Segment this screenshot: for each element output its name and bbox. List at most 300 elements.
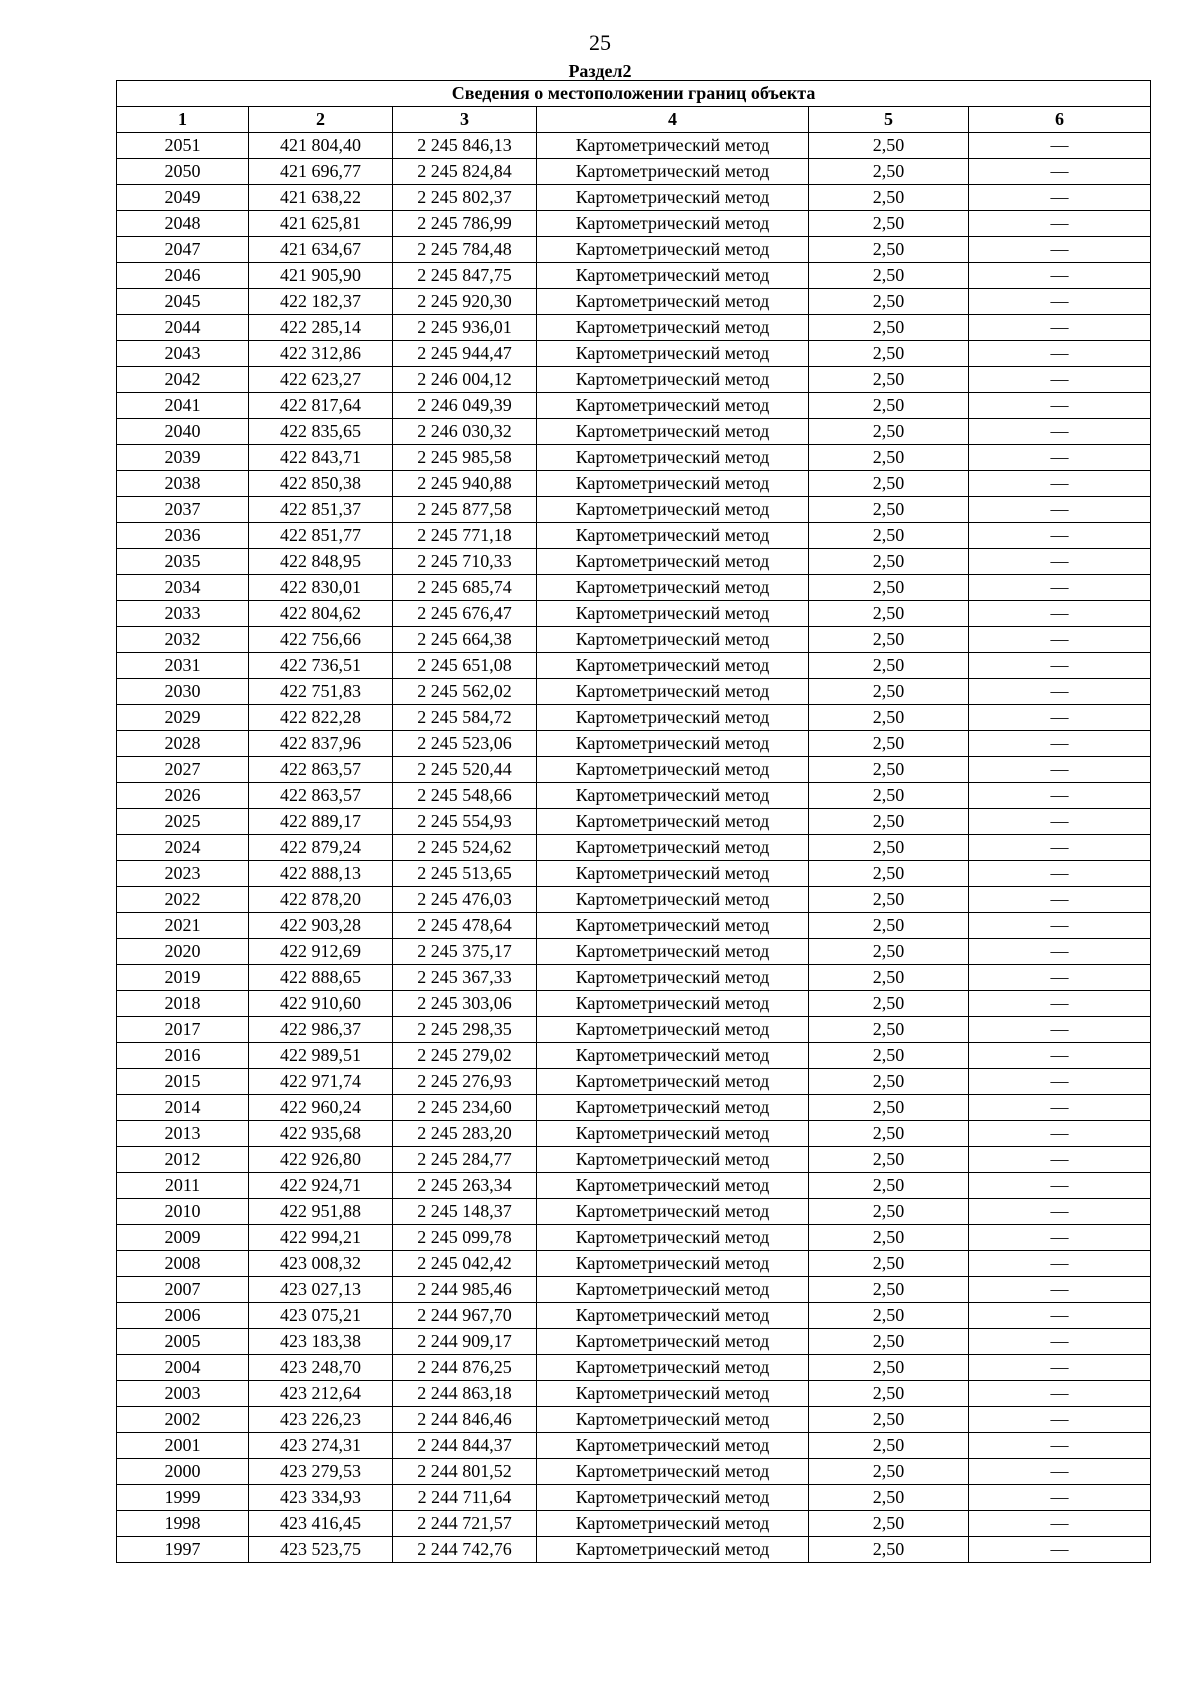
description-cell: — (969, 1329, 1151, 1355)
point-number-cell: 2035 (117, 549, 249, 575)
point-number-cell: 2033 (117, 601, 249, 627)
method-cell: Картометрический метод (537, 419, 809, 445)
description-cell: — (969, 939, 1151, 965)
y-coordinate-cell: 2 245 367,33 (393, 965, 537, 991)
method-cell: Картометрический метод (537, 315, 809, 341)
accuracy-cell: 2,50 (809, 393, 969, 419)
table-row (117, 1251, 1151, 1277)
method-cell: Картометрический метод (537, 1173, 809, 1199)
description-cell: — (969, 341, 1151, 367)
description-cell: — (969, 1225, 1151, 1251)
table-row (117, 1095, 1151, 1121)
description-cell: — (969, 757, 1151, 783)
table-row (117, 809, 1151, 835)
point-number-cell: 2049 (117, 185, 249, 211)
x-coordinate-cell: 422 986,37 (249, 1017, 393, 1043)
x-coordinate-cell: 421 638,22 (249, 185, 393, 211)
table-row (117, 445, 1151, 471)
accuracy-cell: 2,50 (809, 705, 969, 731)
table-row (117, 471, 1151, 497)
point-number-cell: 2031 (117, 653, 249, 679)
description-cell: — (969, 263, 1151, 289)
method-cell: Картометрический метод (537, 861, 809, 887)
accuracy-cell: 2,50 (809, 679, 969, 705)
y-coordinate-cell: 2 244 967,70 (393, 1303, 537, 1329)
column-header: 3 (393, 107, 537, 133)
accuracy-cell: 2,50 (809, 289, 969, 315)
description-cell: — (969, 549, 1151, 575)
y-coordinate-cell: 2 245 562,02 (393, 679, 537, 705)
point-number-cell: 2029 (117, 705, 249, 731)
x-coordinate-cell: 422 835,65 (249, 419, 393, 445)
x-coordinate-cell: 422 736,51 (249, 653, 393, 679)
table-row (117, 731, 1151, 757)
x-coordinate-cell: 422 924,71 (249, 1173, 393, 1199)
accuracy-cell: 2,50 (809, 861, 969, 887)
point-number-cell: 1999 (117, 1485, 249, 1511)
x-coordinate-cell: 423 008,32 (249, 1251, 393, 1277)
x-coordinate-cell: 421 696,77 (249, 159, 393, 185)
description-cell: — (969, 1017, 1151, 1043)
x-coordinate-cell: 422 903,28 (249, 913, 393, 939)
x-coordinate-cell: 422 878,20 (249, 887, 393, 913)
method-cell: Картометрический метод (537, 705, 809, 731)
description-cell: — (969, 1121, 1151, 1147)
table-row (117, 783, 1151, 809)
point-number-cell: 2039 (117, 445, 249, 471)
description-cell: — (969, 237, 1151, 263)
point-number-cell: 2003 (117, 1381, 249, 1407)
accuracy-cell: 2,50 (809, 835, 969, 861)
x-coordinate-cell: 422 910,60 (249, 991, 393, 1017)
x-coordinate-cell: 423 226,23 (249, 1407, 393, 1433)
y-coordinate-cell: 2 245 478,64 (393, 913, 537, 939)
method-cell: Картометрический метод (537, 731, 809, 757)
point-number-cell: 2002 (117, 1407, 249, 1433)
column-header: 5 (809, 107, 969, 133)
description-cell: — (969, 965, 1151, 991)
x-coordinate-cell: 422 830,01 (249, 575, 393, 601)
accuracy-cell: 2,50 (809, 757, 969, 783)
table-caption-row (117, 81, 1151, 107)
method-cell: Картометрический метод (537, 1225, 809, 1251)
x-coordinate-cell: 422 960,24 (249, 1095, 393, 1121)
section-title: Раздел2 (568, 61, 632, 81)
y-coordinate-cell: 2 246 030,32 (393, 419, 537, 445)
table-row (117, 289, 1151, 315)
accuracy-cell: 2,50 (809, 1069, 969, 1095)
y-coordinate-cell: 2 244 721,57 (393, 1511, 537, 1537)
table-row (117, 1173, 1151, 1199)
table-row (117, 367, 1151, 393)
x-coordinate-cell: 422 912,69 (249, 939, 393, 965)
description-cell: — (969, 601, 1151, 627)
table-row (117, 1407, 1151, 1433)
description-cell: — (969, 471, 1151, 497)
point-number-cell: 2019 (117, 965, 249, 991)
method-cell: Картометрический метод (537, 1147, 809, 1173)
y-coordinate-cell: 2 244 801,52 (393, 1459, 537, 1485)
method-cell: Картометрический метод (537, 575, 809, 601)
point-number-cell: 2011 (117, 1173, 249, 1199)
point-number-cell: 2012 (117, 1147, 249, 1173)
description-cell: — (969, 1069, 1151, 1095)
table-row (117, 159, 1151, 185)
table-row (117, 1225, 1151, 1251)
table-row (117, 991, 1151, 1017)
accuracy-cell: 2,50 (809, 1329, 969, 1355)
table-row (117, 835, 1151, 861)
x-coordinate-cell: 422 851,37 (249, 497, 393, 523)
x-coordinate-cell: 422 843,71 (249, 445, 393, 471)
method-cell: Картометрический метод (537, 1485, 809, 1511)
table-row (117, 913, 1151, 939)
y-coordinate-cell: 2 245 524,62 (393, 835, 537, 861)
x-coordinate-cell: 422 822,28 (249, 705, 393, 731)
x-coordinate-cell: 422 756,66 (249, 627, 393, 653)
accuracy-cell: 2,50 (809, 1277, 969, 1303)
accuracy-cell: 2,50 (809, 991, 969, 1017)
point-number-cell: 2046 (117, 263, 249, 289)
method-cell: Картометрический метод (537, 835, 809, 861)
table-row (117, 1199, 1151, 1225)
description-cell: — (969, 445, 1151, 471)
method-cell: Картометрический метод (537, 263, 809, 289)
description-cell: — (969, 1511, 1151, 1537)
y-coordinate-cell: 2 245 846,13 (393, 133, 537, 159)
accuracy-cell: 2,50 (809, 887, 969, 913)
x-coordinate-cell: 422 863,57 (249, 783, 393, 809)
accuracy-cell: 2,50 (809, 627, 969, 653)
point-number-cell: 2013 (117, 1121, 249, 1147)
point-number-cell: 2051 (117, 133, 249, 159)
table-row (117, 1433, 1151, 1459)
x-coordinate-cell: 422 850,38 (249, 471, 393, 497)
point-number-cell: 2045 (117, 289, 249, 315)
table-row (117, 601, 1151, 627)
y-coordinate-cell: 2 245 234,60 (393, 1095, 537, 1121)
point-number-cell: 2014 (117, 1095, 249, 1121)
description-cell: — (969, 497, 1151, 523)
point-number-cell: 2030 (117, 679, 249, 705)
method-cell: Картометрический метод (537, 1095, 809, 1121)
y-coordinate-cell: 2 245 520,44 (393, 757, 537, 783)
method-cell: Картометрический метод (537, 523, 809, 549)
x-coordinate-cell: 423 279,53 (249, 1459, 393, 1485)
method-cell: Картометрический метод (537, 887, 809, 913)
point-number-cell: 2015 (117, 1069, 249, 1095)
table-row (117, 653, 1151, 679)
table-row (117, 887, 1151, 913)
x-coordinate-cell: 422 623,27 (249, 367, 393, 393)
point-number-cell: 2016 (117, 1043, 249, 1069)
column-header: 1 (117, 107, 249, 133)
method-cell: Картометрический метод (537, 627, 809, 653)
y-coordinate-cell: 2 245 940,88 (393, 471, 537, 497)
x-coordinate-cell: 421 905,90 (249, 263, 393, 289)
x-coordinate-cell: 422 851,77 (249, 523, 393, 549)
description-cell: — (969, 1277, 1151, 1303)
description-cell: — (969, 887, 1151, 913)
accuracy-cell: 2,50 (809, 1147, 969, 1173)
y-coordinate-cell: 2 245 548,66 (393, 783, 537, 809)
table-row (117, 315, 1151, 341)
description-cell: — (969, 627, 1151, 653)
description-cell: — (969, 419, 1151, 445)
point-number-cell: 2000 (117, 1459, 249, 1485)
table-row (117, 1043, 1151, 1069)
description-cell: — (969, 575, 1151, 601)
method-cell: Картометрический метод (537, 185, 809, 211)
point-number-cell: 2034 (117, 575, 249, 601)
y-coordinate-cell: 2 244 909,17 (393, 1329, 537, 1355)
accuracy-cell: 2,50 (809, 185, 969, 211)
accuracy-cell: 2,50 (809, 549, 969, 575)
x-coordinate-cell: 421 625,81 (249, 211, 393, 237)
table-row (117, 497, 1151, 523)
description-cell: — (969, 185, 1151, 211)
description-cell: — (969, 653, 1151, 679)
accuracy-cell: 2,50 (809, 1303, 969, 1329)
method-cell: Картометрический метод (537, 1199, 809, 1225)
point-number-cell: 2021 (117, 913, 249, 939)
point-number-cell: 2010 (117, 1199, 249, 1225)
y-coordinate-cell: 2 245 554,93 (393, 809, 537, 835)
accuracy-cell: 2,50 (809, 1225, 969, 1251)
point-number-cell: 2020 (117, 939, 249, 965)
y-coordinate-cell: 2 245 802,37 (393, 185, 537, 211)
point-number-cell: 2036 (117, 523, 249, 549)
accuracy-cell: 2,50 (809, 913, 969, 939)
point-number-cell: 2023 (117, 861, 249, 887)
y-coordinate-cell: 2 245 920,30 (393, 289, 537, 315)
y-coordinate-cell: 2 245 099,78 (393, 1225, 537, 1251)
y-coordinate-cell: 2 245 664,38 (393, 627, 537, 653)
accuracy-cell: 2,50 (809, 809, 969, 835)
method-cell: Картометрический метод (537, 1511, 809, 1537)
point-number-cell: 2044 (117, 315, 249, 341)
table-row (117, 1355, 1151, 1381)
method-cell: Картометрический метод (537, 1537, 809, 1563)
y-coordinate-cell: 2 245 877,58 (393, 497, 537, 523)
method-cell: Картометрический метод (537, 757, 809, 783)
accuracy-cell: 2,50 (809, 1251, 969, 1277)
point-number-cell: 1997 (117, 1537, 249, 1563)
accuracy-cell: 2,50 (809, 1407, 969, 1433)
method-cell: Картометрический метод (537, 1433, 809, 1459)
accuracy-cell: 2,50 (809, 653, 969, 679)
description-cell: — (969, 809, 1151, 835)
accuracy-cell: 2,50 (809, 1537, 969, 1563)
method-cell: Картометрический метод (537, 341, 809, 367)
table-row (117, 1459, 1151, 1485)
description-cell: — (969, 315, 1151, 341)
x-coordinate-cell: 423 027,13 (249, 1277, 393, 1303)
y-coordinate-cell: 2 245 298,35 (393, 1017, 537, 1043)
accuracy-cell: 2,50 (809, 1355, 969, 1381)
method-cell: Картометрический метод (537, 367, 809, 393)
description-cell: — (969, 1407, 1151, 1433)
accuracy-cell: 2,50 (809, 445, 969, 471)
method-cell: Картометрический метод (537, 1017, 809, 1043)
description-cell: — (969, 393, 1151, 419)
x-coordinate-cell: 423 274,31 (249, 1433, 393, 1459)
x-coordinate-cell: 423 248,70 (249, 1355, 393, 1381)
x-coordinate-cell: 422 926,80 (249, 1147, 393, 1173)
y-coordinate-cell: 2 245 676,47 (393, 601, 537, 627)
page-number: 25 (589, 30, 611, 55)
accuracy-cell: 2,50 (809, 1485, 969, 1511)
table-row (117, 523, 1151, 549)
point-number-cell: 2047 (117, 237, 249, 263)
point-number-cell: 2050 (117, 159, 249, 185)
x-coordinate-cell: 423 523,75 (249, 1537, 393, 1563)
method-cell: Картометрический метод (537, 1043, 809, 1069)
y-coordinate-cell: 2 245 513,65 (393, 861, 537, 887)
method-cell: Картометрический метод (537, 497, 809, 523)
description-cell: — (969, 211, 1151, 237)
point-number-cell: 2025 (117, 809, 249, 835)
table-row (117, 939, 1151, 965)
accuracy-cell: 2,50 (809, 133, 969, 159)
y-coordinate-cell: 2 244 846,46 (393, 1407, 537, 1433)
table-body (117, 133, 1151, 1563)
point-number-cell: 2048 (117, 211, 249, 237)
accuracy-cell: 2,50 (809, 237, 969, 263)
accuracy-cell: 2,50 (809, 1459, 969, 1485)
x-coordinate-cell: 423 183,38 (249, 1329, 393, 1355)
y-coordinate-cell: 2 245 276,93 (393, 1069, 537, 1095)
accuracy-cell: 2,50 (809, 471, 969, 497)
y-coordinate-cell: 2 245 263,34 (393, 1173, 537, 1199)
table-row (117, 133, 1151, 159)
point-number-cell: 2043 (117, 341, 249, 367)
table-row (117, 1277, 1151, 1303)
table-row (117, 211, 1151, 237)
y-coordinate-cell: 2 245 710,33 (393, 549, 537, 575)
table-row (117, 1537, 1151, 1563)
point-number-cell: 1998 (117, 1511, 249, 1537)
table-row (117, 1303, 1151, 1329)
description-cell: — (969, 1485, 1151, 1511)
x-coordinate-cell: 422 863,57 (249, 757, 393, 783)
point-number-cell: 2018 (117, 991, 249, 1017)
description-cell: — (969, 1459, 1151, 1485)
x-coordinate-cell: 422 889,17 (249, 809, 393, 835)
accuracy-cell: 2,50 (809, 575, 969, 601)
x-coordinate-cell: 422 312,86 (249, 341, 393, 367)
table-row (117, 237, 1151, 263)
y-coordinate-cell: 2 246 004,12 (393, 367, 537, 393)
accuracy-cell: 2,50 (809, 731, 969, 757)
y-coordinate-cell: 2 245 784,48 (393, 237, 537, 263)
method-cell: Картометрический метод (537, 1277, 809, 1303)
x-coordinate-cell: 422 971,74 (249, 1069, 393, 1095)
y-coordinate-cell: 2 245 936,01 (393, 315, 537, 341)
point-number-cell: 2004 (117, 1355, 249, 1381)
x-coordinate-cell: 422 994,21 (249, 1225, 393, 1251)
point-number-cell: 2024 (117, 835, 249, 861)
accuracy-cell: 2,50 (809, 419, 969, 445)
description-cell: — (969, 1355, 1151, 1381)
x-coordinate-cell: 422 285,14 (249, 315, 393, 341)
point-number-cell: 2001 (117, 1433, 249, 1459)
method-cell: Картометрический метод (537, 1355, 809, 1381)
method-cell: Картометрический метод (537, 1251, 809, 1277)
table-row (117, 1147, 1151, 1173)
accuracy-cell: 2,50 (809, 159, 969, 185)
table-header-row (117, 107, 1151, 133)
table-row (117, 705, 1151, 731)
method-cell: Картометрический метод (537, 1303, 809, 1329)
accuracy-cell: 2,50 (809, 1095, 969, 1121)
table-row (117, 965, 1151, 991)
table-row (117, 263, 1151, 289)
method-cell: Картометрический метод (537, 783, 809, 809)
table-row (117, 575, 1151, 601)
description-cell: — (969, 679, 1151, 705)
y-coordinate-cell: 2 245 771,18 (393, 523, 537, 549)
accuracy-cell: 2,50 (809, 523, 969, 549)
description-cell: — (969, 861, 1151, 887)
table-row (117, 549, 1151, 575)
y-coordinate-cell: 2 245 685,74 (393, 575, 537, 601)
method-cell: Картометрический метод (537, 913, 809, 939)
description-cell: — (969, 913, 1151, 939)
y-coordinate-cell: 2 245 786,99 (393, 211, 537, 237)
y-coordinate-cell: 2 245 284,77 (393, 1147, 537, 1173)
accuracy-cell: 2,50 (809, 1511, 969, 1537)
table-row (117, 1069, 1151, 1095)
accuracy-cell: 2,50 (809, 341, 969, 367)
point-number-cell: 2006 (117, 1303, 249, 1329)
table-row (117, 185, 1151, 211)
point-number-cell: 2042 (117, 367, 249, 393)
method-cell: Картометрический метод (537, 1121, 809, 1147)
point-number-cell: 2038 (117, 471, 249, 497)
point-number-cell: 2041 (117, 393, 249, 419)
method-cell: Картометрический метод (537, 601, 809, 627)
method-cell: Картометрический метод (537, 159, 809, 185)
y-coordinate-cell: 2 245 523,06 (393, 731, 537, 757)
x-coordinate-cell: 423 334,93 (249, 1485, 393, 1511)
method-cell: Картометрический метод (537, 471, 809, 497)
x-coordinate-cell: 423 075,21 (249, 1303, 393, 1329)
y-coordinate-cell: 2 244 863,18 (393, 1381, 537, 1407)
table-caption: Сведения о местоположении границ объекта (117, 81, 1151, 107)
accuracy-cell: 2,50 (809, 783, 969, 809)
point-number-cell: 2037 (117, 497, 249, 523)
y-coordinate-cell: 2 244 844,37 (393, 1433, 537, 1459)
description-cell: — (969, 731, 1151, 757)
x-coordinate-cell: 422 804,62 (249, 601, 393, 627)
description-cell: — (969, 133, 1151, 159)
y-coordinate-cell: 2 245 148,37 (393, 1199, 537, 1225)
x-coordinate-cell: 422 888,13 (249, 861, 393, 887)
y-coordinate-cell: 2 244 985,46 (393, 1277, 537, 1303)
method-cell: Картометрический метод (537, 289, 809, 315)
table-row (117, 1121, 1151, 1147)
table-row (117, 861, 1151, 887)
description-cell: — (969, 1433, 1151, 1459)
accuracy-cell: 2,50 (809, 367, 969, 393)
table-row (117, 1017, 1151, 1043)
accuracy-cell: 2,50 (809, 1121, 969, 1147)
description-cell: — (969, 783, 1151, 809)
coordinates-table (116, 80, 1151, 1563)
description-cell: — (969, 1173, 1151, 1199)
point-number-cell: 2027 (117, 757, 249, 783)
